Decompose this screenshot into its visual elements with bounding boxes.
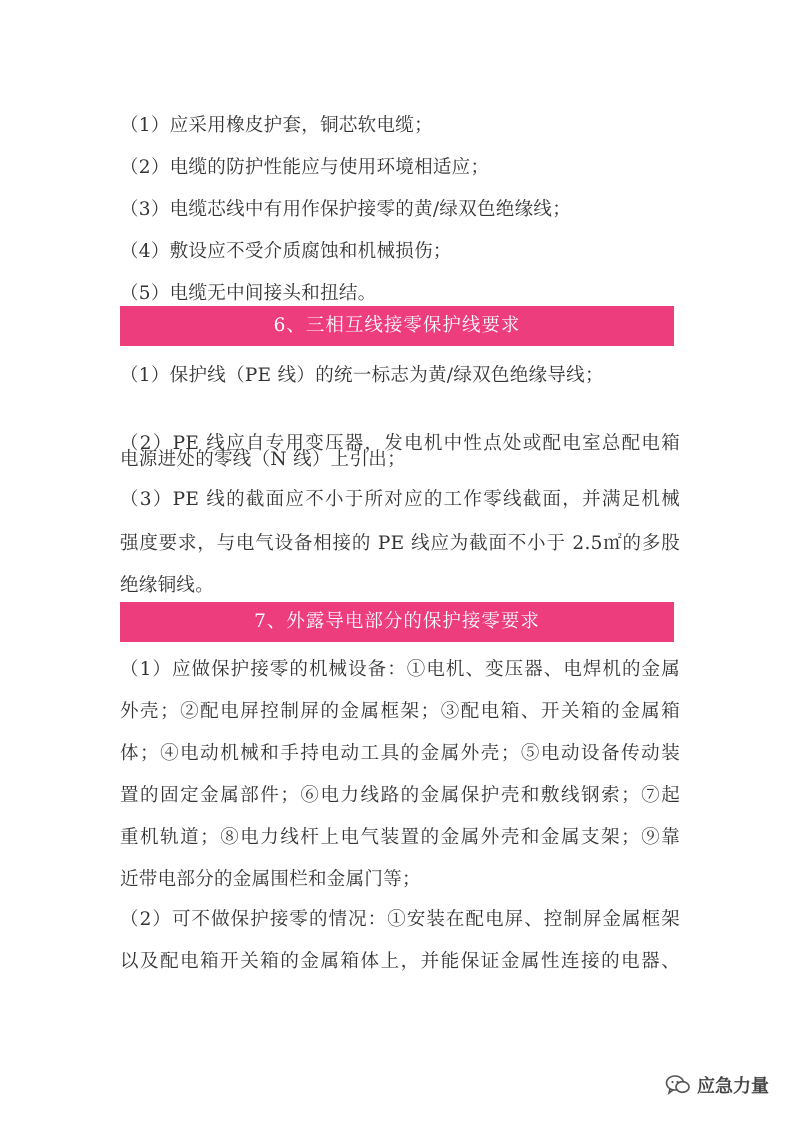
text-line: （1）保护线（PE 线）的统一标志为黄/绿双色绝缘导线； xyxy=(120,365,604,386)
text-line: （3）电缆芯线中有用作保护接零的黄/绿双色绝缘线； xyxy=(120,199,572,220)
text-line: （4）敷设应不受介质腐蚀和机械损伤； xyxy=(120,241,452,262)
watermark xyxy=(665,1072,769,1098)
text-line: 体；④电动机械和手持电动工具的金属外壳；⑤电动设备传动装 xyxy=(120,743,680,764)
section-heading: 6、三相互线接零保护线要求 xyxy=(120,306,674,346)
text-line: （3）PE 线的截面应不小于所对应的工作零线截面，并满足机械 xyxy=(120,489,680,510)
text-line: 绝缘铜线。 xyxy=(120,575,215,596)
text-line: 外壳；②配电屏控制屏的金属框架；③配电箱、开关箱的金属箱 xyxy=(120,701,680,722)
text-line: （1）应做保护接零的机械设备：①电机、变压器、电焊机的金属 xyxy=(120,659,680,680)
text-line: 置的固定金属部件；⑥电力线路的金属保护壳和敷线钢索；⑦起 xyxy=(120,785,680,806)
text-line: （1）应采用橡皮护套，铜芯软电缆； xyxy=(120,115,433,136)
text-line: 近带电部分的金属围栏和金属门等； xyxy=(120,869,421,890)
watermark-text: 应急力量 xyxy=(697,1076,769,1097)
text-line: 重机轨道；⑧电力线杆上电气装置的金属外壳和金属支架；⑨靠 xyxy=(120,827,680,848)
text-line: （2）可不做保护接零的情况：①安装在配电屏、控制屏金属框架 xyxy=(120,909,680,930)
text-line: 强度要求，与电气设备相接的 PE 线应为截面不小于 2.5㎡的多股 xyxy=(120,533,680,554)
section-heading: 7、外露导电部分的保护接零要求 xyxy=(120,602,674,642)
wechat-icon xyxy=(665,1074,691,1096)
text-line: 电源进处的零线（N 线）上引出； xyxy=(120,449,406,470)
text-line: 以及配电箱开关箱的金属箱体上，并能保证金属性连接的电器、 xyxy=(120,951,680,972)
text-line: （2）PE 线应自专用变压器，发电机中性点处或配电室总配电箱 xyxy=(120,433,680,454)
text-line: （2）电缆的防护性能应与使用环境相适应； xyxy=(120,157,490,178)
text-line: （5）电缆无中间接头和扭结。 xyxy=(120,283,377,304)
